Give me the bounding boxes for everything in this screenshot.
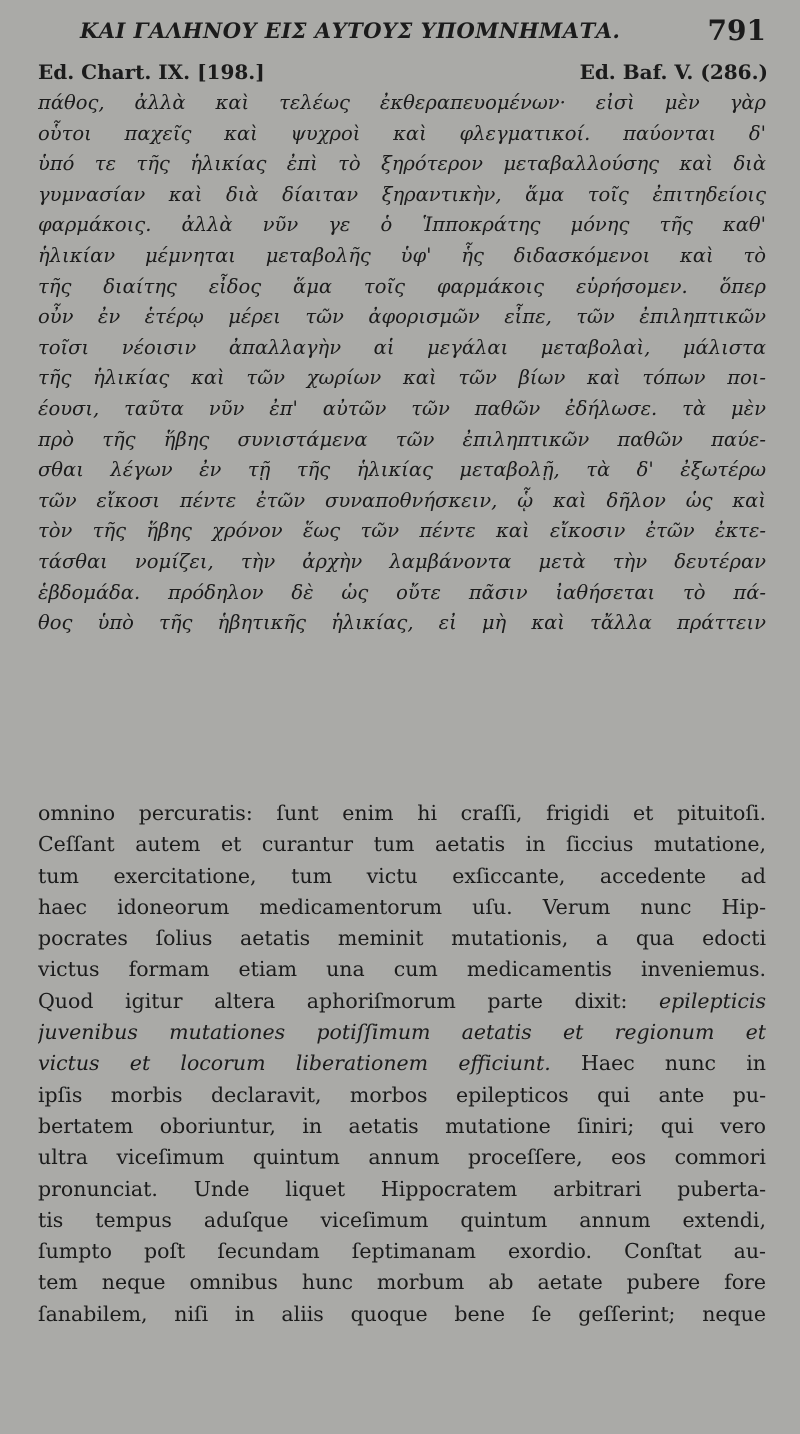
latin-text-line bbox=[38, 829, 766, 860]
greek-text-line: τὸν τῆς ἥβης χρόνον ἕως τῶν πέντε καὶ εἴκοσιν ἐτῶν ἐκτε- bbox=[38, 519, 766, 543]
latin-text-segment: Quod igitur altera aphoriſmorum parte dixit: bbox=[38, 988, 660, 1013]
greek-text-line: τάσθαι νομίζει, τὴν ἀρχὴν λαμβάνοντα μετὰ τὴν δευτέραν bbox=[38, 549, 766, 573]
greek-text-line: φαρμάκοις. ἀλλὰ νῦν γε ὁ Ἱπποκράτης μόνης τῆς καθ' bbox=[38, 213, 766, 237]
latin-text-segment: bertatem oboriuntur, in aetatis mutatione ſiniri; qui vero bbox=[38, 1113, 766, 1138]
greek-text-line: τῆς ἡλικίας καὶ τῶν χωρίων καὶ τῶν βίων καὶ τόπων ποι- bbox=[38, 366, 766, 390]
latin-text-line bbox=[38, 954, 766, 985]
latin-text-line bbox=[38, 892, 766, 923]
latin-text-line bbox=[38, 798, 766, 829]
greek-text-line: οὖν ἐν ἑτέρῳ μέρει τῶν ἀφορισμῶν εἶπε, τῶν ἐπιληπτικῶν bbox=[38, 305, 766, 329]
latin-text-line bbox=[38, 1048, 766, 1079]
edition-basel-reference: Ed. Baf. V. (286.) bbox=[579, 60, 768, 84]
italic-quotation: victus et locorum liberationem efficiunt. bbox=[38, 1051, 551, 1076]
latin-text-segment: tum exercitatione, tum victu exſiccante, accedente ad bbox=[38, 863, 766, 888]
latin-text-segment: ſumpto poſt ſecundam ſeptimanam exordio. Conſtat au- bbox=[38, 1239, 766, 1264]
latin-text-line bbox=[38, 1299, 766, 1330]
running-title: ΚΑΙ ΓΑΛΗΝΟΥ ΕΙΣ ΑΥΤΟΥΣ ΥΠΟΜΝΗΜΑΤΑ. bbox=[80, 18, 621, 43]
latin-text-segment: tem neque omnibus hunc morbum ab aetate pubere fore bbox=[38, 1270, 766, 1295]
greek-text-line: ἑβδομάδα. πρόδηλον δὲ ὡς οὔτε πᾶσιν ἰαθήσεται τὸ πά- bbox=[38, 580, 766, 604]
greek-text-line: ὑπό τε τῆς ἡλικίας ἐπὶ τὸ ξηρότερον μεταβαλλούσης καὶ διὰ bbox=[38, 152, 766, 176]
latin-text-segment: Haec nunc in bbox=[550, 1051, 766, 1076]
latin-text-segment: pronunciat. Unde liquet Hippocratem arbitrari puberta- bbox=[38, 1176, 766, 1201]
latin-text-segment: pocrates ſolius aetatis meminit mutationis, a qua edocti bbox=[38, 926, 766, 951]
latin-text-line bbox=[38, 1205, 766, 1236]
running-head bbox=[0, 14, 800, 50]
greek-text-column bbox=[38, 88, 766, 639]
latin-text-segment: victus formam etiam una cum medicamentis inveniemus. bbox=[38, 957, 766, 982]
latin-text-line bbox=[38, 1111, 766, 1142]
latin-text-line bbox=[38, 1236, 766, 1267]
greek-text-line: οὗτοι παχεῖς καὶ ψυχροὶ καὶ φλεγματικοί. παύονται δ' bbox=[38, 121, 766, 145]
italic-quotation: epilepticis bbox=[659, 988, 766, 1013]
greek-text-line: σθαι λέγων ἐν τῇ τῆς ἡλικίας μεταβολῇ, τὰ δ' ἐξωτέρω bbox=[38, 458, 766, 482]
latin-text-segment: Ceſſant autem et curantur tum aetatis in ſiccius mutatione, bbox=[38, 832, 766, 857]
latin-text-segment: tis tempus aduſque viceſimum quintum annum extendi, bbox=[38, 1207, 766, 1232]
greek-text-line: τοῖσι νέοισιν ἀπαλλαγὴν αἱ μεγάλαι μεταβολαὶ, μάλιστα bbox=[38, 335, 766, 359]
greek-text-line: τῶν εἴκοσι πέντε ἐτῶν συναποθνήσκειν, ᾧ καὶ δῆλον ὡς καὶ bbox=[38, 488, 766, 512]
greek-text-line: γυμνασίαν καὶ διὰ δίαιταν ξηραντικὴν, ἅμα τοῖς ἐπιτηδείοις bbox=[38, 182, 766, 206]
latin-text-line bbox=[38, 1267, 766, 1298]
greek-text-line: ἡλικίαν μέμνηται μεταβολῆς ὑφ' ἧς διδασκόμενοι καὶ τὸ bbox=[38, 243, 766, 267]
latin-text-line bbox=[38, 986, 766, 1017]
greek-text-line: έουσι, ταῦτα νῦν ἐπ' αὐτῶν τῶν παθῶν ἐδήλωσε. τὰ μὲν bbox=[38, 396, 766, 420]
greek-text-line: τῆς διαίτης εἶδος ἅμα τοῖς φαρμάκοις εὑρήσομεν. ὅπερ bbox=[38, 274, 766, 298]
latin-text-line bbox=[38, 1080, 766, 1111]
italic-quotation: juvenibus mutationes potiſſimum aetatis et regionum et bbox=[38, 1020, 766, 1045]
latin-text-segment: ipſis morbis declaravit, morbos epilepticos qui ante pu- bbox=[38, 1082, 766, 1107]
latin-text-line bbox=[38, 923, 766, 954]
latin-text-segment: ſanabilem, niſi in aliis quoque bene ſe geſſerint; neque bbox=[38, 1301, 766, 1326]
latin-text-line bbox=[38, 1174, 766, 1205]
latin-text-column bbox=[38, 798, 766, 1330]
latin-text-line bbox=[38, 861, 766, 892]
edition-references bbox=[0, 60, 800, 90]
latin-text-line bbox=[38, 1142, 766, 1173]
page-number: 791 bbox=[707, 14, 766, 47]
edition-chartier-reference: Ed. Chart. IX. [198.] bbox=[38, 60, 265, 84]
latin-text-segment: ultra viceſimum quintum annum proceſſere, eos commori bbox=[38, 1145, 766, 1170]
latin-text-line bbox=[38, 1017, 766, 1048]
latin-text-segment: haec idoneorum medicamentorum uſu. Verum nunc Hip- bbox=[38, 894, 766, 919]
greek-text-line: πρὸ τῆς ἥβης συνιστάμενα τῶν ἐπιληπτικῶν παθῶν παύε- bbox=[38, 427, 766, 451]
latin-text-segment: omnino percuratis: ſunt enim hi craſſi, frigidi et pituitoſi. bbox=[38, 801, 766, 825]
greek-text-line: θος ὑπὸ τῆς ἡβητικῆς ἡλικίας, εἰ μὴ καὶ τἄλλα πράττειν bbox=[38, 611, 766, 635]
greek-text-line: πάθος, ἀλλὰ καὶ τελέως ἐκθεραπευομένων· εἰσὶ μὲν γὰρ bbox=[38, 91, 766, 114]
